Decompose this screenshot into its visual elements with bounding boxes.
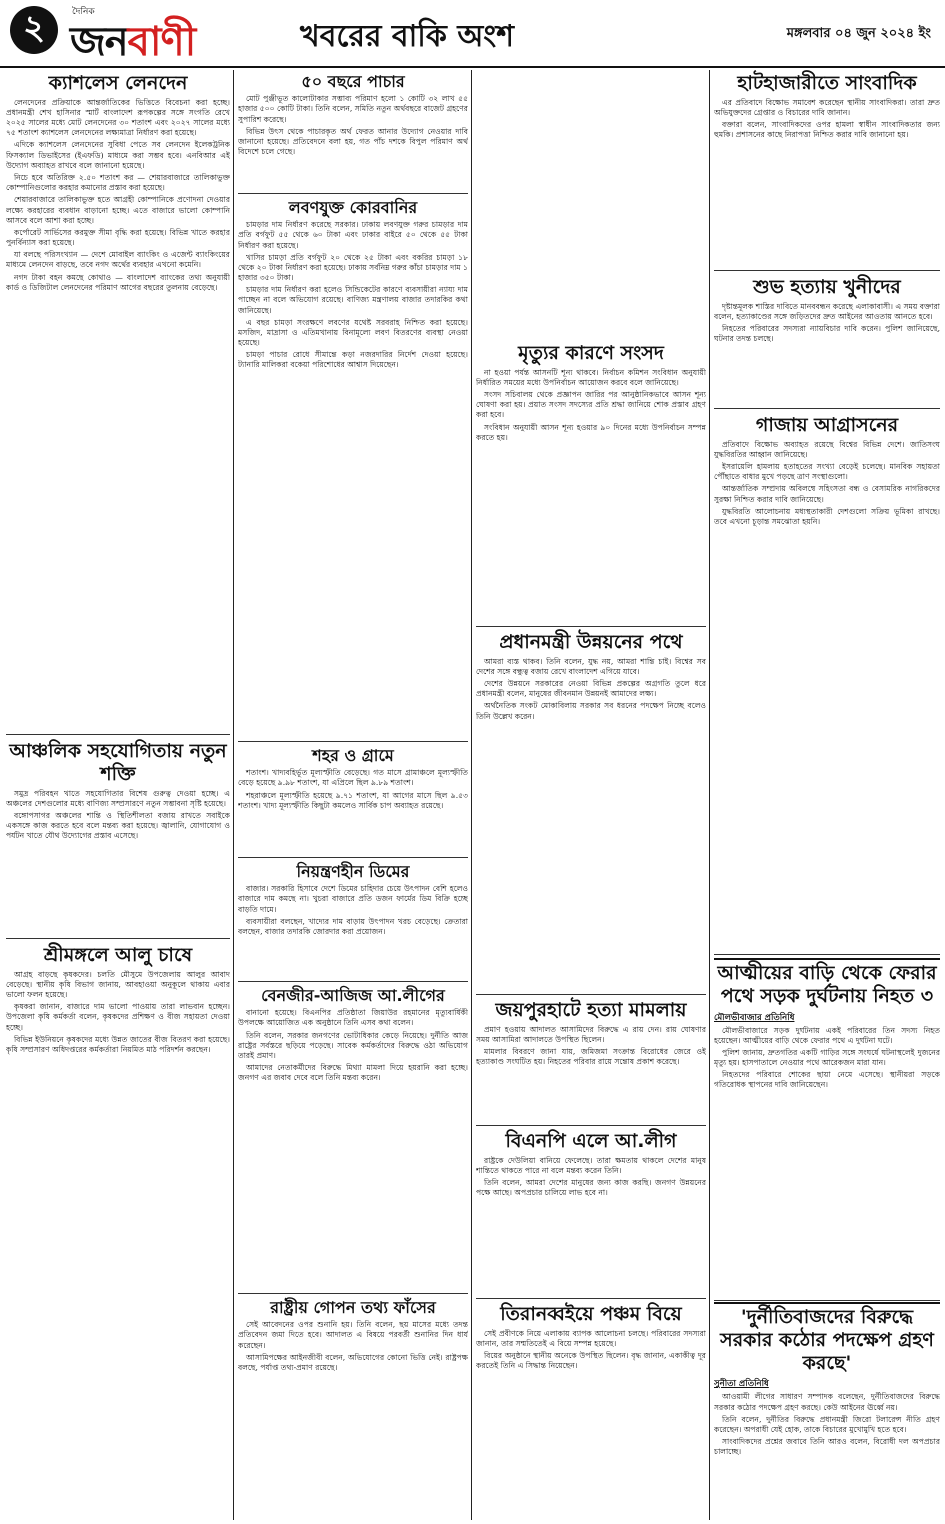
article-paragraph: বিভিন্ন ইউনিয়নে কৃষকদের মধ্যে উন্নত জাতের বীজ বিতরণ করা হয়েছে। কৃষি সম্প্রসারণ অধিদপ্তরের কর্মকর্তারা নিয়মিত মাঠ পরিদর্শন করছেন।	[6, 1034, 230, 1054]
article-body	[238, 768, 468, 811]
article-paragraph: দেশের উন্নয়নে সরকারের নেওয়া বিভিন্ন প্রকল্পের অগ্রগতি তুলে ধরে প্রধানমন্ত্রী বলেন, মানুষের জীবনমান উন্নয়নই আমাদের লক্ষ্য।	[476, 679, 706, 699]
article-regional-cooperation	[6, 738, 230, 934]
article-paragraph: এ বছর চামড়া সংরক্ষণে লবণের যথেষ্ট সরবরাহ নিশ্চিত করা হয়েছে। মসজিদ, মাদ্রাসা ও এতিমখানায় বিনামূল্যে লবণ বিতরণের ব্যবস্থা নেওয়া হয়েছে।	[238, 317, 468, 348]
column-rule	[709, 70, 710, 1520]
article-paragraph: রাষ্ট্রকে দেউলিয়া বানিয়ে ফেলেছে। তারা ক্ষমতায় থাকলে দেশের মানুষ শান্তিতে থাকতে পারে না বলে মন্তব্য করেন তিনি।	[476, 1155, 706, 1175]
article-paragraph: মোট পুঞ্জীভূত কালোটাকার সম্ভাব্য পরিমাণ হলো ১ কোটি ৩২ লাখ ৫৫ হাজার ৫০০ কোটি টাকা। তিনি বলেন, সমিতি নতুন অর্থবছরে বাজেট গ্রহণের সুপারিশ করেছে।	[238, 94, 468, 124]
article-paragraph: নিহতদের পরিবারে শোকের ছায়া নেমে এসেছে। স্থানীয়রা সড়কে গতিরোধক স্থাপনের দাবি জানিয়েছেন।	[714, 1070, 940, 1090]
article-headline: বেনজীর-আজিজ আ.লীগের	[261, 986, 445, 1005]
column-1	[6, 70, 230, 1520]
article-paragraph: লেনদেনের প্রক্রিয়াকে আন্তর্জাতিকের ভিত্তিতে বিবেচনা করা হচ্ছে। প্রধানমন্ত্রী শেখ হাসিনার স্মার্ট বাংলাদেশ রূপকল্পের সঙ্গে সংগতি রেখে ২০২৫ সালের মধ্যে মোট লেনদেনের ৩০ শতাংশ এবং ২০২৭ সালের মধ্যে ৭৫ শতাংশ ক্যাশলেস লেনদেনের লক্ষ্যমাত্রা নির্ধারণ করা হয়েছে।	[6, 97, 230, 138]
column-4	[714, 70, 940, 1520]
article-joypurhat-murder	[476, 997, 706, 1091]
article-divider	[238, 193, 468, 194]
article-paragraph: অর্থনৈতিক সংকট মোকাবিলায় সরকার সব ধরনের পদক্ষেপ নিচ্ছে বলেও তিনি উল্লেখ করেন।	[476, 701, 706, 721]
article-cashless	[6, 70, 230, 730]
article-divider	[714, 1300, 940, 1301]
article-headline: আঞ্চলিক সহযোগিতায় নতুন শক্তি	[9, 740, 227, 785]
article-headline: জয়পুরহাটে হত্যা মামলায়	[495, 999, 687, 1021]
article-body	[238, 94, 468, 157]
article-paragraph: তিনি বলেন, সরকার জনগণের ভোটাধিকার কেড়ে নিয়েছে। দুর্নীতি আজ রাষ্ট্রের সর্বস্তরে ছড়িয়ে পড়েছে। সাবেক কর্মকর্তাদের বিরুদ্ধে ওঠা অভিযোগ তারই প্রমাণ।	[238, 1030, 468, 1060]
article-sreemangal-potato	[6, 942, 230, 1520]
article-headline: প্রধানমন্ত্রী উন্নয়নের পথে	[499, 631, 683, 653]
column-2	[238, 70, 468, 1520]
article-paragraph: পুলিশ জানায়, দ্রুতগতির একটি গাড়ির সঙ্গে সংঘর্ষে ঘটনাস্থলেই দুজনের মৃত্যু হয়। হাসপাতালে নেওয়ার পথে আরেকজন মারা যান।	[714, 1047, 940, 1068]
article-paragraph: এদিকে ক্যাশলেস লেনদেনের সুবিধা পেতে সব লেনদেন ইলেকট্রনিক ফিসক্যাল ডিভাইসের (ইএফডি) মাধ্যমে করা সম্ভব হবে। এনবিআর এই উদ্যোগ অব্যাহত রাখবে বলে জানানো হয়েছে।	[6, 140, 230, 170]
article-headline: 'দুর্নীতিবাজদের বিরুদ্ধে সরকার কঠোর পদক্ষেপ গ্রহণ করছে'	[720, 1306, 934, 1374]
article-body	[714, 302, 940, 345]
article-divider	[714, 408, 940, 409]
article-paragraph: প্রমাণ হওয়ায় আদালত আসামিদের বিরুদ্ধে এ রায় দেন। রায় ঘোষণার সময় আসামিরা আদালতে উপস্থিত ছিলেন।	[476, 1024, 706, 1044]
article-paragraph: তিনি বলেন, আমরা দেশের মানুষের জন্য কাজ করছি। জনগণ উন্নয়নের পক্ষে আছে। অপপ্রচার চালিয়ে লাভ হবে না।	[476, 1178, 706, 1198]
article-paragraph: সমুদ্র পরিবহন খাতে সহযোগিতার বিশেষ গুরুত্ব দেওয়া হচ্ছে। এ অঞ্চলের দেশগুলোর মধ্যে বাণিজ্য সম্প্রসারণে নতুন সম্ভাবনা সৃষ্টি হয়েছে।	[6, 788, 230, 808]
article-paragraph: সেই আবেদনের ওপর শুনানি হয়। তিনি বলেন, ছয় মাসের মধ্যে তদন্ত প্রতিবেদন জমা দিতে হবে। আদালত এ বিষয়ে পরবর্তী শুনানির দিন ধার্য করেছেন।	[238, 1320, 468, 1350]
article-byline: মৌলভীবাজার প্রতিনিধি	[714, 1012, 795, 1023]
article-body	[238, 1008, 468, 1083]
article-city-village	[238, 744, 468, 854]
article-byline: সুনীতা প্রতিনিধি	[714, 1379, 769, 1390]
article-headline: শহর ও গ্রামে	[312, 746, 394, 765]
article-body	[6, 98, 230, 293]
article-anti-corruption	[714, 1302, 940, 1520]
article-body	[714, 1392, 940, 1457]
article-paragraph: এর প্রতিবাদে বিক্ষোভ সমাবেশ করেছেন স্থানীয় সাংবাদিকরা। তারা দ্রুত অভিযুক্তদের গ্রেপ্তার ও বিচারের দাবি জানান।	[714, 97, 940, 117]
article-egg-market	[238, 860, 468, 978]
article-paragraph: মৌলভীবাজারে সড়ক দুর্ঘটনায় একই পরিবারের তিন সদস্য নিহত হয়েছেন। আত্মীয়ের বাড়ি থেকে ফেরার পথে এ দুর্ঘটনা ঘটে।	[714, 1025, 940, 1045]
article-body	[238, 220, 468, 370]
article-paragraph: তিনি বলেন, দুর্নীতির বিরুদ্ধে প্রধানমন্ত্রী জিরো টলারেন্স নীতি গ্রহণ করেছেন। অপরাধী যেই হোক, তাকে বিচারের মুখোমুখি হতে হবে।	[714, 1414, 940, 1434]
article-body	[476, 1329, 706, 1372]
article-divider	[476, 626, 706, 627]
article-paragraph: যা বলছে পরিসংখ্যান — দেশে মোবাইল ব্যাংকিং ও এজেন্ট ব্যাংকিংয়ের মাধ্যমে লেনদেন বাড়ছে, তবে নগদ অর্থের ব্যবহার এখনো কমেনি।	[6, 250, 230, 270]
article-paragraph: নিহতের পরিবারের সদস্যরা ন্যায়বিচার দাবি করেন। পুলিশ জানিয়েছে, ঘটনার তদন্ত চলছে।	[714, 324, 940, 344]
article-paragraph: সেই প্রবীণকে নিয়ে এলাকায় ব্যাপক আলোচনা চলছে। পরিবারের সদস্যরা জানান, তার সম্মতিতেই এ বিয়ে সম্পন্ন হয়েছে।	[476, 1328, 706, 1348]
article-paragraph: নগদ টাকা বহন কমছে কোথাও — বাংলাদেশ ব্যাংকের তথ্য অনুযায়ী কার্ড ও ডিজিটাল লেনদেনের পরিমাণ আগের বছরের তুলনায় বেড়েছে।	[6, 272, 230, 292]
article-body	[476, 657, 706, 722]
article-paragraph: শেয়ারবাজারে তালিকাভুক্ত হতে আগ্রহী কোম্পানিকে প্রণোদনা দেওয়ার লক্ষ্যে করহারের ব্যবধান বাড়ানো হচ্ছে। এতে বাজারে ভালো কোম্পানি আসবে বলে আশা করা হচ্ছে।	[6, 195, 230, 225]
article-headline: আত্মীয়ের বাড়ি থেকে ফেরার পথে সড়ক দুর্ঘটনায় নিহত ৩	[717, 962, 937, 1007]
article-paragraph: ব্যবসায়ীরা বলছেন, খাদ্যের দাম বাড়ায় উৎপাদন খরচ বেড়েছে। ক্রেতারা বলছেন, বাজার তদারকি জোরদার করা প্রয়োজন।	[238, 916, 468, 936]
article-money-laundering	[238, 70, 468, 190]
article-divider	[6, 938, 230, 939]
article-divider	[6, 734, 230, 735]
article-fifth-marriage	[476, 1301, 706, 1520]
article-paragraph: আওয়ামী লীগের সাধারণ সম্পাদক বলেছেন, দুর্নীতিবাজদের বিরুদ্ধে সরকার কঠোর পদক্ষেপ গ্রহণ করছে। কেউ আইনের ঊর্ধ্বে নয়।	[714, 1392, 940, 1412]
article-paragraph: চামড়ার দাম নির্ধারণ করা হলেও সিন্ডিকেটের কারণে ব্যবসায়ীরা ন্যায্য দাম পাচ্ছেন না বলে অভিযোগ রয়েছে। বাণিজ্য মন্ত্রণালয় বাজার তদারকির কথা জানিয়েছে।	[238, 285, 468, 315]
article-paragraph: সংসদ সচিবালয় থেকে প্রজ্ঞাপন জারির পর আনুষ্ঠানিকভাবে আসন শূন্য ঘোষণা করা হয়। প্রয়াত সংসদ সদস্যের প্রতি শ্রদ্ধা জানিয়ে শোক প্রস্তাব গ্রহণ করা হবে।	[476, 390, 706, 420]
article-paragraph: খাসির চামড়া প্রতি বর্গফুট ২০ থেকে ২৫ টাকা এবং বকরির চামড়া ১৮ থেকে ২০ টাকা নির্ধারণ করা হয়েছে। ঢাকায় সর্বনিম্ন গরুর কাঁচা চামড়ার দাম ১ হাজার ৩৫০ টাকা।	[238, 252, 468, 283]
article-paragraph: কৃষকরা জানান, বাজারে দাম ভালো পাওয়ায় তারা লাভবান হচ্ছেন। উপজেলা কৃষি কর্মকর্তা বলেন, কৃষকদের প্রশিক্ষণ ও বীজ সহায়তা দেওয়া হচ্ছে।	[6, 1002, 230, 1032]
article-paragraph: কর্পোরেট সার্ভিসের করমুক্ত সীমা বৃদ্ধি করা হয়েছে। বিভিন্ন খাতে করহার পুনর্বিন্যাস করা হয়েছে।	[6, 227, 230, 248]
article-divider	[476, 1298, 706, 1299]
article-headline: গাজায় আগ্রাসনের	[755, 414, 899, 436]
article-paragraph: ইসরায়েলি হামলায় হতাহতের সংখ্যা বেড়েই চলেছে। মানবিক সহায়তা পৌঁছাতে বাধার মুখে পড়ছে ত্রাণ সংস্থাগুলো।	[714, 462, 940, 482]
article-body	[6, 970, 230, 1055]
article-paragraph: শহরাঞ্চলে মূল্যস্ফীতি হয়েছে ৯.৭১ শতাংশ, যা আগের মাসে ছিল ৯.৫৩ শতাংশ। খাদ্য মূল্যস্ফীতি কিছুটা কমলেও সার্বিক চাপ অব্যাহত রয়েছে।	[238, 790, 468, 810]
article-gaza-aggression	[714, 412, 940, 952]
article-body	[6, 789, 230, 842]
article-salted-hides	[238, 196, 468, 738]
article-paragraph: যুদ্ধবিরতি আলোচনায় মধ্যস্থতাকারী দেশগুলো সক্রিয় ভূমিকা রাখছে। তবে এখনো চূড়ান্ত সমঝোতা হয়নি।	[714, 506, 940, 526]
article-body	[714, 98, 940, 141]
article-divider	[714, 954, 940, 955]
column-rule	[471, 70, 472, 1520]
article-paragraph: আগ্রহ বাড়ছে কৃষকদের। চলতি মৌসুমে উপজেলায় আলুর আবাদ বেড়েছে। স্থানীয় কৃষি বিভাগ জানায়, আবহাওয়া অনুকূলে থাকায় এবার ভালো ফলন হয়েছে।	[6, 969, 230, 1000]
article-headline: রাষ্ট্রীয় গোপন তথ্য ফাঁসের	[270, 1298, 436, 1317]
article-paragraph: বানানো হয়েছে। বিএনপির প্রতিষ্ঠাতা জিয়াউর রহমানের মৃত্যুবার্ষিকী উপলক্ষে আয়োজিত এক অনুষ্ঠানে তিনি এসব কথা বলেন।	[238, 1008, 468, 1028]
article-divider	[238, 981, 468, 982]
column-3	[476, 70, 706, 1520]
daily-label: দৈনিক	[72, 7, 95, 17]
article-divider	[238, 1293, 468, 1294]
article-paragraph: বাজার। সরকারি হিসাবে দেশে ডিমের চাহিদার চেয়ে উৎপাদন বেশি হলেও বাজারে দাম কমছে না। খুচরা বাজারে প্রতি ডজন ফার্মের ডিম বিক্রি হচ্ছে বাড়তি দামে।	[238, 884, 468, 914]
article-divider	[714, 270, 940, 271]
article-paragraph: মামলার বিবরণে জানা যায়, জমিজমা সংক্রান্ত বিরোধের জেরে ওই হত্যাকাণ্ড সংঘটিত হয়। নিহতের পরিবার রায়ে সন্তোষ প্রকাশ করেছে।	[476, 1047, 706, 1067]
article-headline: নিয়ন্ত্রণহীন ডিমের	[296, 862, 410, 881]
article-shuvo-murder	[714, 274, 940, 404]
article-body	[238, 1320, 468, 1373]
article-hathazari-journalist	[714, 70, 940, 266]
article-body	[476, 368, 706, 443]
article-paragraph: আমাদের নেতাকর্মীদের বিরুদ্ধে মিথ্যা মামলা দিয়ে হয়রানি করা হচ্ছে। জনগণ এর জবাব দেবে বলে তিনি মন্তব্য করেন।	[238, 1063, 468, 1083]
article-body	[714, 440, 940, 527]
article-paragraph: বক্তারা বলেন, সাংবাদিকদের ওপর হামলা স্বাধীন সাংবাদিকতার জন্য হুমকি। প্রশাসনের কাছে নিরাপত্তা নিশ্চিত করার দাবি জানানো হয়।	[714, 120, 940, 140]
article-state-secrets	[238, 1296, 468, 1520]
article-body	[238, 884, 468, 937]
article-divider	[238, 741, 468, 742]
article-paragraph: আসামিপক্ষের আইনজীবী বলেন, অভিযোগের কোনো ভিত্তি নেই। রাষ্ট্রপক্ষ বলছে, পর্যাপ্ত তথ্য-প্রমাণ রয়েছে।	[238, 1352, 468, 1372]
article-pm-development	[476, 629, 706, 941]
article-bnp-awami-league	[476, 1128, 706, 1292]
logo-part-a: জন	[70, 19, 128, 65]
article-headline: হাটহাজারীতে সাংবাদিক	[737, 72, 917, 94]
article-body	[476, 1156, 706, 1199]
article-paragraph: বিভিন্ন উৎস থেকে পাচারকৃত অর্থ ফেরত আনার উদ্যোগ নেওয়ার দাবি জানানো হয়েছে। প্রতিবেদনে বলা হয়, গত পাঁচ দশকে বিপুল পরিমাণ অর্থ বিদেশে চলে গেছে।	[238, 126, 468, 157]
column-rule	[233, 70, 234, 1520]
masthead	[0, 0, 945, 68]
article-paragraph: আন্তর্জাতিক সম্প্রদায় অবিলম্বে সহিংসতা বন্ধ ও বেসামরিক নাগরিকদের সুরক্ষা নিশ্চিত করার দাবি জানিয়েছে।	[714, 484, 940, 504]
issue-date: মঙ্গলবার ০৪ জুন ২০২৪ ইং	[786, 26, 931, 41]
article-headline: বিএনপি এলে আ.লীগ	[505, 1130, 677, 1152]
article-paragraph: শতাংশ। খাদ্যবহির্ভূত মূল্যস্ফীতি বেড়েছে। গত মাসে গ্রামাঞ্চলে মূল্যস্ফীতি বেড়ে হয়েছে ৯.৯৮ শতাংশ, যা এপ্রিলে ছিল ৯.৮৯ শতাংশ।	[238, 768, 468, 788]
article-headline: শ্রীমঙ্গলে আলু চাষে	[43, 944, 193, 966]
article-body	[714, 1026, 940, 1091]
article-paragraph: বঙ্গোপসাগর অঞ্চলের শান্তি ও স্থিতিশীলতা বজায় রাখতে সবাইকে একসঙ্গে কাজ করতে হবে বলে মন্তব্য করা হয়েছে। জ্বালানি, যোগাযোগ ও পর্যটন খাতে যৌথ উদ্যোগের প্রস্তাব এসেছে।	[6, 810, 230, 841]
article-paragraph: নিচে হবে অতিরিক্ত ২.৫০ শতাংশ কর — শেয়ারবাজারে তালিকাভুক্ত কোম্পানিগুলোর করহার কমানোর প্রস্তাব করা হয়েছে।	[6, 173, 230, 193]
article-paragraph: সংবিধান অনুযায়ী আসন শূন্য হওয়ার ৯০ দিনের মধ্যে উপনির্বাচন সম্পন্ন করতে হয়।	[476, 422, 706, 442]
article-paragraph: চামড়া পাচার রোধে সীমান্তে কড়া নজরদারির নির্দেশ দেওয়া হয়েছে। ট্যানারি মালিকরা বকেয়া পরিশোধের আশ্বাস দিয়েছেন।	[238, 350, 468, 370]
article-paragraph: না হওয়া পর্যন্ত আসনটি শূন্য থাকবে। নির্বাচন কমিশন সংবিধান অনুযায়ী নির্ধারিত সময়ের মধ্যে উপনির্বাচন আয়োজন করবে বলে জানিয়েছে।	[476, 367, 706, 387]
article-paragraph: আমরা ব্যস্ত থাকব। তিনি বলেন, যুদ্ধ নয়, আমরা শান্তি চাই। বিশ্বের সব দেশের সঙ্গে বন্ধুত্ব বজায় রেখে বাংলাদেশ এগিয়ে যাবে।	[476, 656, 706, 676]
article-headline: লবণযুক্ত কোরবানির	[288, 198, 418, 217]
article-paragraph: চামড়ার দাম নির্ধারণ করেছে সরকার। ঢাকায় লবণযুক্ত গরুর চামড়ার দাম প্রতি বর্গফুট ৫৫ থেকে ৬০ টাকা এবং ঢাকার বাইরে ৫০ থেকে ৫৫ টাকা নির্ধারণ করা হয়েছে।	[238, 220, 468, 250]
logo-part-b: বাণী	[127, 19, 196, 65]
article-paragraph: বিয়ের অনুষ্ঠানে স্থানীয় অনেকে উপস্থিত ছিলেন। বৃদ্ধ জানান, একাকীত্ব দূর করতেই তিনি এ সিদ্ধান্ত নিয়েছেন।	[476, 1351, 706, 1371]
section-title: খবরের বাকি অংশ	[300, 19, 514, 54]
article-headline: তিরানব্বইয়ে পঞ্চম বিয়ে	[500, 1303, 682, 1325]
article-divider	[476, 1125, 706, 1126]
article-headline: শুভ হত্যায় খুনীদের	[753, 276, 901, 298]
article-headline: মৃত্যুর কারণে সংসদ	[518, 342, 664, 364]
article-benazir-aziz	[238, 984, 468, 1290]
article-paragraph: প্রতিবাদে বিক্ষোভ অব্যাহত রয়েছে বিশ্বের বিভিন্ন দেশে। জাতিসংঘ যুদ্ধবিরতির আহ্বান জানিয়েছে।	[714, 439, 940, 459]
page-number: ২	[10, 6, 58, 54]
article-divider	[476, 994, 706, 995]
article-divider	[238, 857, 468, 858]
article-headline: ৫০ বছরে পাচার	[301, 72, 405, 91]
newspaper-logo	[70, 10, 195, 77]
article-headline: ক্যাশলেস লেনদেন	[48, 72, 188, 94]
article-mp-death	[476, 340, 706, 536]
article-road-accident	[714, 958, 940, 1300]
article-body	[476, 1025, 706, 1068]
article-paragraph: দৃষ্টান্তমূলক শাস্তির দাবিতে মানববন্ধন করেছে এলাকাবাসী। এ সময় বক্তারা বলেন, হত্যাকাণ্ডের সঙ্গে জড়িতদের দ্রুত আইনের আওতায় আনতে হবে।	[714, 301, 940, 321]
article-paragraph: সাংবাদিকদের প্রশ্নের জবাবে তিনি আরও বলেন, বিরোধী দল অপপ্রচার চালাচ্ছে।	[714, 1437, 940, 1457]
